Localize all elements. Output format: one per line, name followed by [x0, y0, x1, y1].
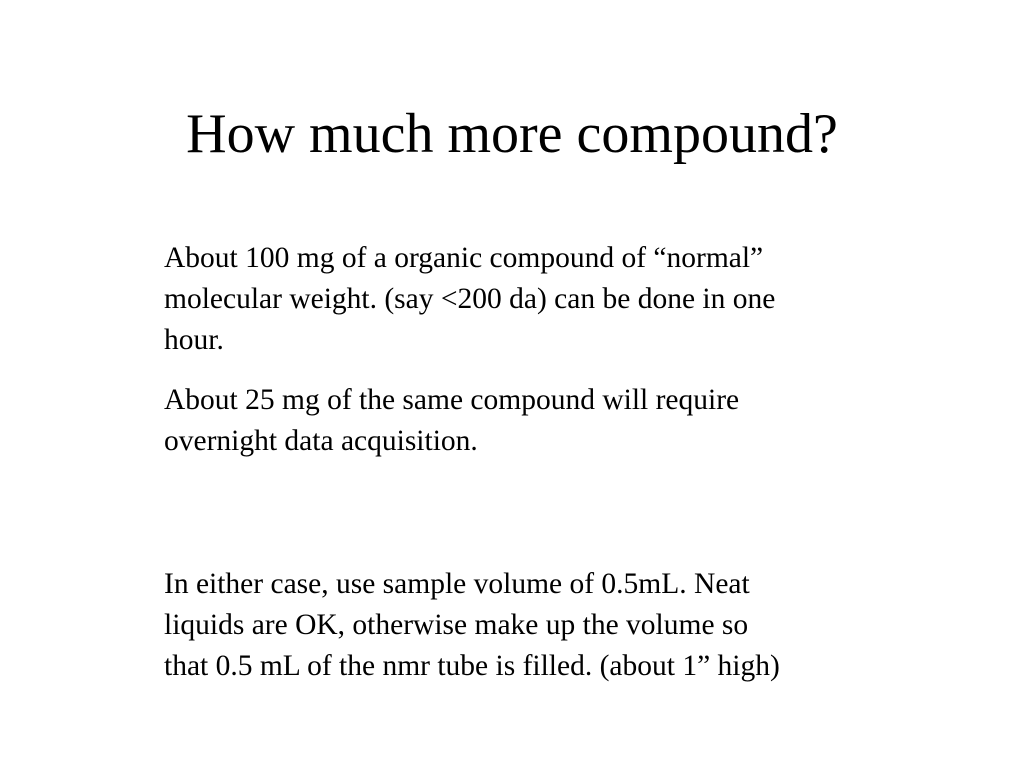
text-line: In either case, use sample volume of 0.5mL. Neat	[164, 568, 750, 600]
slide-body	[164, 238, 904, 687]
text-line: molecular weight. (say <200 da) can be done in one	[164, 283, 776, 315]
text-line: that 0.5 mL of the nmr tube is filled. (about 1” high)	[164, 650, 780, 682]
text-line: hour.	[164, 324, 224, 356]
text-line: About 25 mg of the same compound will require	[164, 384, 740, 416]
slide-title: How much more compound?	[186, 103, 838, 165]
text-line: liquids are OK, otherwise make up the volume so	[164, 609, 749, 641]
text-line: About 100 mg of a organic compound of “normal”	[164, 242, 764, 274]
paragraph-sample-volume	[164, 564, 904, 687]
paragraph-sample-amount-overnight	[164, 380, 904, 462]
paragraph-sample-amount-one-hour	[164, 238, 904, 361]
text-line: overnight data acquisition.	[164, 425, 478, 457]
